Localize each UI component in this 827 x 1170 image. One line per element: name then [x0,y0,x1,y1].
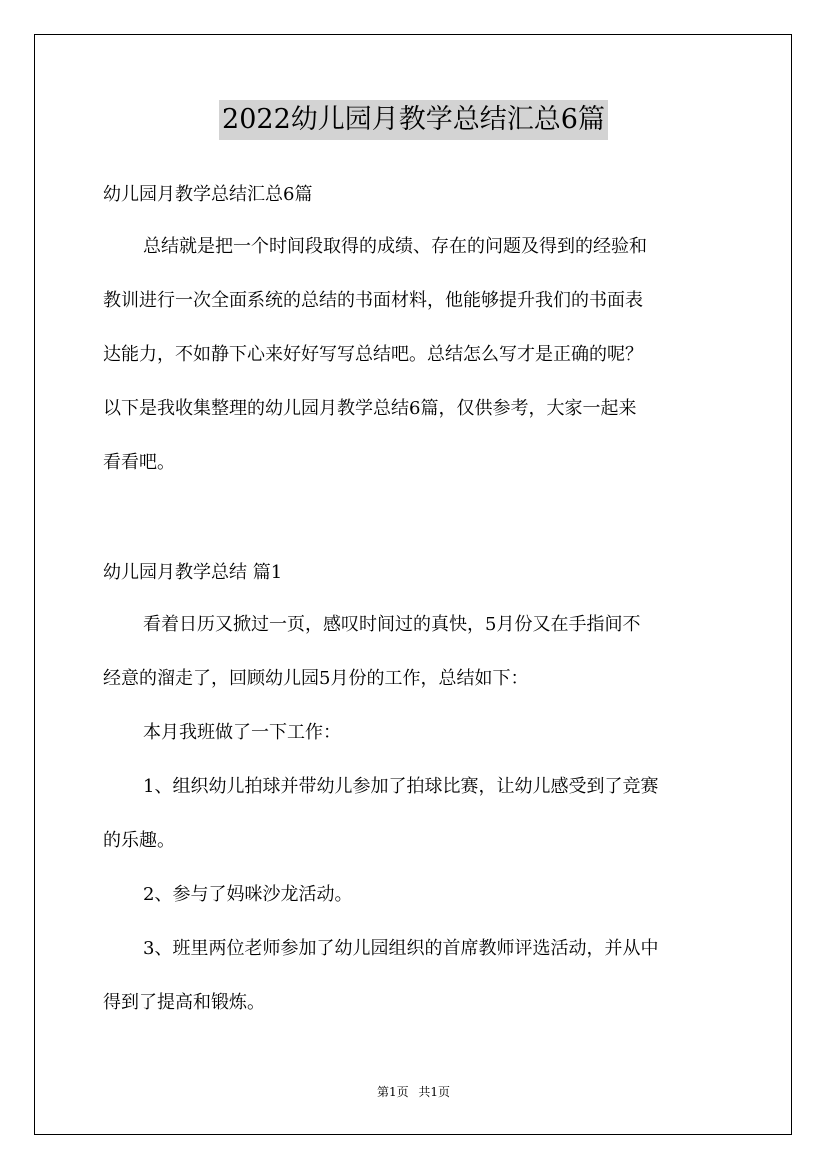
page-total: 共1页 [418,1085,451,1099]
intro-line: 教训进行一次全面系统的总结的书面材料，他能够提升我们的书面表 [103,290,643,311]
section-line: 经意的溜走了，回顾幼儿园5月份的工作，总结如下： [103,668,529,689]
intro-line: 总结就是把一个时间段取得的成绩、存在的问题及得到的经验和 [143,236,647,257]
page-footer [0,1084,827,1100]
document-subtitle: 幼儿园月教学总结汇总6篇 [103,184,313,205]
intro-line: 以下是我收集整理的幼儿园月教学总结6篇，仅供参考，大家一起来 [103,398,637,419]
section-line: 本月我班做了一下工作： [143,722,341,743]
intro-line: 达能力，不如静下心来好好写写总结吧。总结怎么写才是正确的呢？ [103,344,643,365]
section-line: 1、组织幼儿拍球并带幼儿参加了拍球比赛，让幼儿感受到了竞赛 [143,776,659,797]
section-line: 得到了提高和锻炼。 [103,992,265,1013]
section-line: 看着日历又掀过一页，感叹时间过的真快，5月份又在手指间不 [143,614,641,635]
intro-line: 看看吧。 [103,452,175,473]
page-number: 第1页 [376,1085,409,1099]
section-heading: 幼儿园月教学总结 篇1 [103,562,283,583]
title-container [0,100,827,140]
section-line: 的乐趣。 [103,830,175,851]
section-line: 3、班里两位老师参加了幼儿园组织的首席教师评选活动，并从中 [143,938,659,959]
section-body [103,598,727,1030]
section-line: 2、参与了妈咪沙龙活动。 [143,884,353,905]
document-title: 2022幼儿园月教学总结汇总6篇 [219,100,608,140]
intro-paragraph [103,220,727,490]
